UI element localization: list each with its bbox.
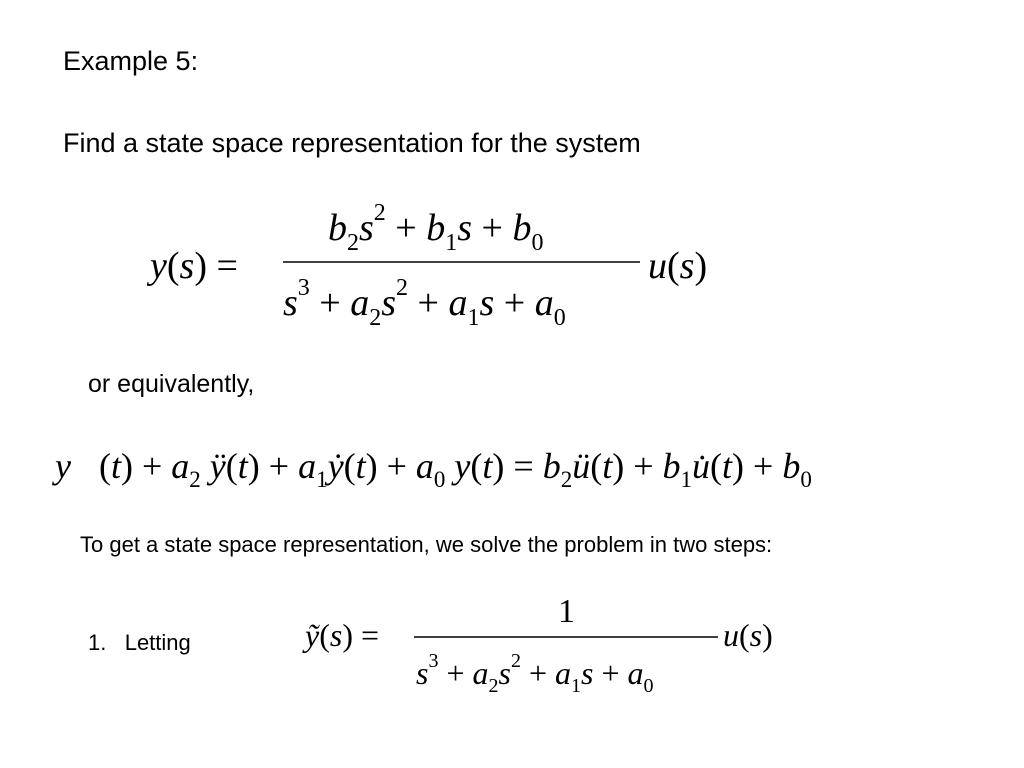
eq1-lhs: y(s) = xyxy=(150,245,238,287)
eq3-lhs: ỹ(s) = xyxy=(305,617,380,653)
step-1-label: Letting xyxy=(124,630,191,655)
equivalently-text: or equivalently, xyxy=(88,370,255,398)
intermediate-equation xyxy=(302,593,773,697)
two-steps-text: To get a state space representation, we solve the problem in two steps: xyxy=(80,532,773,557)
step-1-number: 1. xyxy=(88,630,107,655)
eq1-rhs: u(s) xyxy=(648,245,708,287)
transfer-function-equation xyxy=(146,200,707,331)
problem-statement: Find a state space representation for the system xyxy=(63,128,641,158)
eq3-denominator: $s^3 + a_2s^2 + a_1s + a_0$ xyxy=(416,650,654,697)
eq1-denominator: $s^3 + a_2s^2 + a_1s + a_0$ xyxy=(283,275,566,331)
eq1-numerator: $b_2s^2 + b_1s + b_0$ xyxy=(328,200,544,256)
slide-heading: Example 5: xyxy=(63,46,199,76)
eq3-rhs: u(s) xyxy=(723,617,773,653)
eq2-expression: y⃛(t) + $a_2$ ÿ(t) + $a_1ẏ(t) + a_0$ $y(t) = b_2ü(t)$ + $b_1u̇(t) + b_0$ xyxy=(55,446,812,492)
differential-equation xyxy=(52,446,812,492)
eq3-numerator: 1 xyxy=(558,593,575,630)
